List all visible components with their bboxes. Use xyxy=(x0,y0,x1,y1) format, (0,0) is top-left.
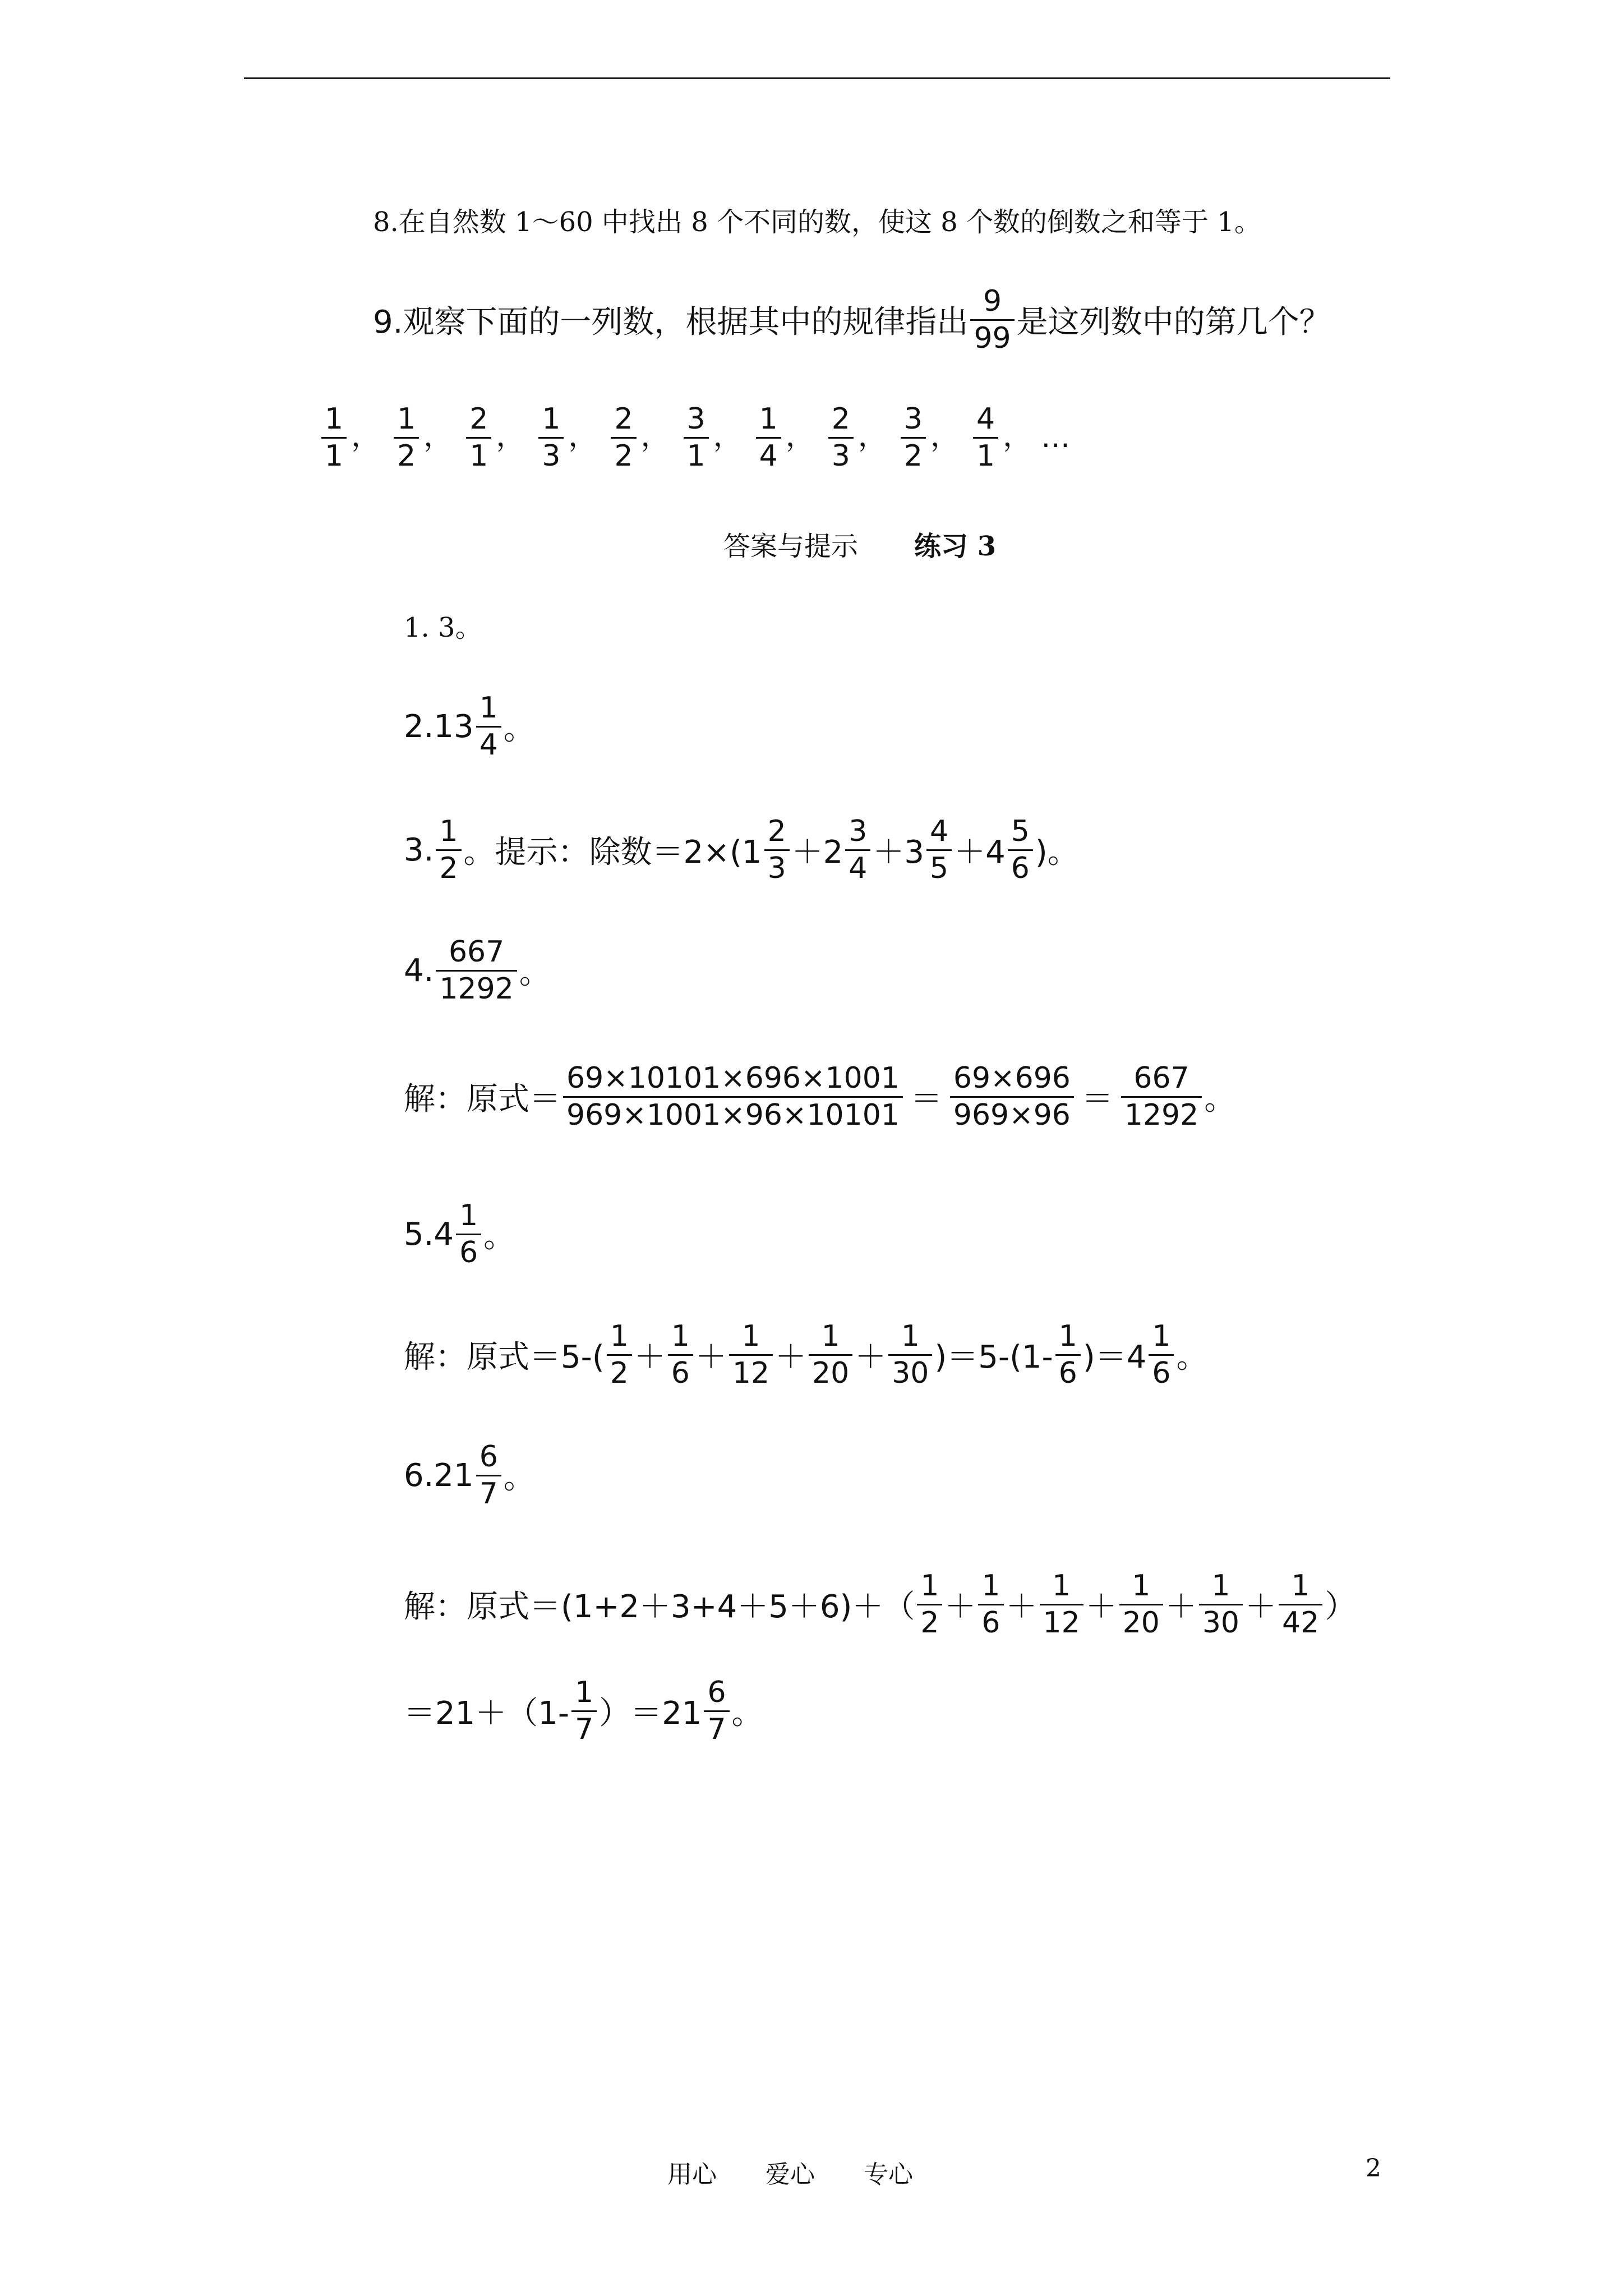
answer-5-solution: 解：原式＝5-( $\frac{1}{2}$ ＋ $\frac{1}{6}$ ＋ $\frac{1}{12}$ ＋ $\frac{1}{20}$ ＋ $\frac{1}{30}$ )＝5-(1- $\frac{1}{6}$ )＝4 $\frac{1}{6}$ 。 xyxy=(404,1319,1208,1390)
sum-fraction: $\frac{1}{2}$ xyxy=(917,1571,942,1638)
sequence-fraction: $\frac{2}{1}$ xyxy=(466,404,491,471)
sequence-fraction: $\frac{2}{3}$ xyxy=(828,404,854,471)
sum-fraction: $\frac{1}{6}$ xyxy=(668,1321,693,1388)
question-9-fraction: $\frac{9}{99}$ xyxy=(970,286,1014,353)
sequence-comma: ， xyxy=(351,420,381,454)
plus-sign: ＋ xyxy=(1085,1589,1117,1626)
question-9 xyxy=(373,286,1331,353)
plus-sign: ＋ xyxy=(855,1339,887,1376)
sequence-comma: ， xyxy=(930,420,960,454)
question-8 xyxy=(373,206,1261,238)
answers-heading xyxy=(723,533,996,560)
sequence-comma: ， xyxy=(713,420,743,454)
page-number: 2 xyxy=(1366,2154,1381,2183)
sum-fraction: $\frac{1}{6}$ xyxy=(978,1571,1003,1638)
answer-6-fraction: $\frac{6}{7}$ xyxy=(476,1442,501,1509)
sequence-ellipsis: … xyxy=(1041,421,1071,455)
footer-text-b: 爱心 xyxy=(766,2160,815,2189)
sequence-comma: ， xyxy=(423,420,453,454)
answer-6: 6.21 $\frac{6}{7}$ 。 xyxy=(404,1440,535,1511)
question-9-text-b: 是这列数中的第几个？ xyxy=(1016,304,1331,341)
footer-text-a: 用心 xyxy=(667,2160,717,2189)
exercise-label: 练习 3 xyxy=(914,531,997,562)
sum-fraction: $\frac{1}{30}$ xyxy=(888,1321,932,1388)
answer-5: 5.4 $\frac{1}{6}$ 。 xyxy=(404,1199,515,1269)
sequence-fraction: $\frac{3}{2}$ xyxy=(901,404,926,471)
sequence-fraction: $\frac{3}{1}$ xyxy=(684,404,709,471)
answer-3-fraction: $\frac{1}{2}$ xyxy=(436,816,461,884)
question-8-text: 8.在自然数 1～60 中找出 8 个不同的数，使这 8 个数的倒数之和等于 1。 xyxy=(373,206,1261,238)
sequence-fraction: $\frac{1}{3}$ xyxy=(538,404,564,471)
plus-sign: ＋ xyxy=(1165,1589,1197,1626)
sequence-comma: ， xyxy=(857,420,887,454)
sum-fraction: $\frac{1}{2}$ xyxy=(607,1321,632,1388)
footer-text-c: 专心 xyxy=(864,2160,913,2189)
answer-2: 2.13 $\frac{1}{4}$ 。 xyxy=(404,691,535,762)
plus-sign: ＋ xyxy=(695,1339,727,1376)
answer-6-solution-line-2: ＝21＋（1- $\frac{1}{7}$ ）＝21 $\frac{6}{7}$ 。 xyxy=(404,1676,763,1746)
answer-6-solution-line-1: 解：原式＝(1+2＋3+4＋5＋6)＋（ $\frac{1}{2}$ ＋ $\frac{1}{6}$ ＋ $\frac{1}{12}$ ＋ $\frac{1}{20}$ ＋ $\frac{1}{30}$ ＋ $\frac{1}{42}$ ） xyxy=(404,1569,1357,1640)
sequence-comma: ， xyxy=(1003,420,1032,454)
plus-sign: ＋ xyxy=(1245,1589,1277,1626)
plus-sign: ＋ xyxy=(775,1339,807,1376)
sum-fraction: $\frac{1}{20}$ xyxy=(809,1321,852,1388)
sum-fraction: $\frac{1}{30}$ xyxy=(1199,1571,1243,1638)
sequence-fraction: $\frac{1}{2}$ xyxy=(394,404,419,471)
sequence-fraction: $\frac{4}{1}$ xyxy=(973,404,998,471)
sequence-comma: ， xyxy=(640,420,670,454)
answer-3: 3. $\frac{1}{2}$ 。提示：除数＝2×(1 $\frac{2}{3}$ ＋2 $\frac{3}{4}$ ＋3 $\frac{4}{5}$ ＋4 $\frac{5}{6}$ )。 xyxy=(404,815,1079,885)
answers-heading-text: 答案与提示 xyxy=(723,531,859,562)
answer-5-fraction: $\frac{1}{6}$ xyxy=(456,1200,481,1268)
sum-fraction: $\frac{1}{42}$ xyxy=(1279,1571,1322,1638)
answer-2-fraction: $\frac{1}{4}$ xyxy=(476,693,501,760)
plus-sign: ＋ xyxy=(1006,1589,1038,1626)
answer-4-fraction: $\frac{667}{1292}$ xyxy=(436,937,517,1004)
sum-fraction: $\frac{1}{12}$ xyxy=(1040,1571,1083,1638)
fraction-sequence xyxy=(317,404,1070,471)
sequence-fraction: $\frac{1}{4}$ xyxy=(756,404,781,471)
question-9-text-a: 9.观察下面的一列数，根据其中的规律指出 xyxy=(373,304,969,341)
sequence-comma: ， xyxy=(568,420,598,454)
sequence-comma: ， xyxy=(496,420,525,454)
sequence-fraction: $\frac{1}{1}$ xyxy=(321,404,347,471)
header-rule xyxy=(244,77,1390,79)
answer-1: 1. 3。 xyxy=(404,612,482,643)
sum-fraction: $\frac{1}{20}$ xyxy=(1119,1571,1163,1638)
sequence-comma: ， xyxy=(785,420,815,454)
plus-sign: ＋ xyxy=(634,1339,666,1376)
answer-4: 4. $\frac{667}{1292}$ 。 xyxy=(404,935,551,1006)
answer-4-solution: 解：原式＝ $\frac{69\times 10101\times 696\times 1001}{969\times 1001\times 96\times 10101}$ ＝ $\frac{69\times 696}{969\times 96}$ ＝ $\frac{667}{1292}$ 。 xyxy=(404,1061,1236,1132)
sequence-fraction: $\frac{2}{2}$ xyxy=(611,404,636,471)
plus-sign: ＋ xyxy=(944,1589,976,1626)
sum-fraction: $\frac{1}{12}$ xyxy=(729,1321,773,1388)
